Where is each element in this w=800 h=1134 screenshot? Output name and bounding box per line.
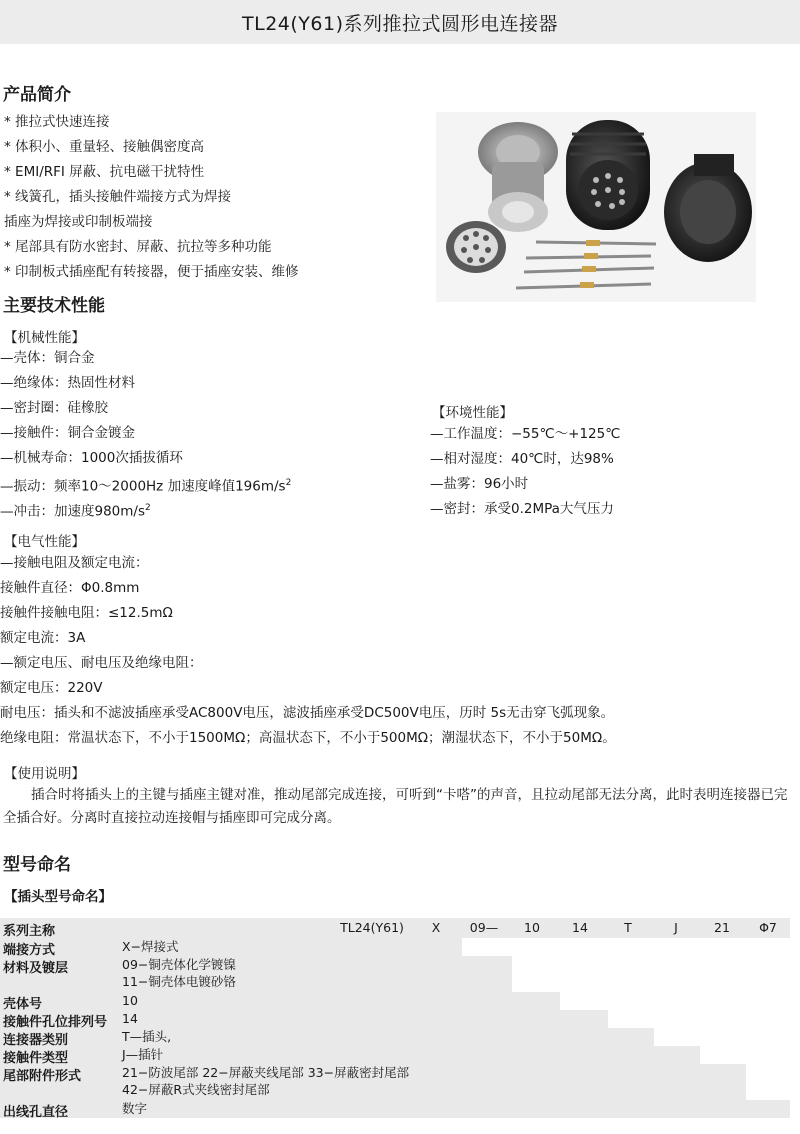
naming-row-label: 端接方式 [3, 943, 56, 958]
naming-bar-8 [0, 1100, 790, 1118]
electrical-item: 绝缘电阻：常温状态下，不小于1500MΩ；高温状态下，不小于500MΩ；潮湿状态下，不小于50MΩ。 [0, 730, 616, 746]
usage-text: 插合时将插头上的主键与插座主键对准，推动尾部完成连接，可听到“卡嗒”的声音，且拉动尾部无法分离，此时表明连接器已完全插合好。分离时直接拉动连接帽与插座即可完成分离。 [3, 787, 788, 826]
naming-row-value-2: 11−铜壳体电镀砂铬 [122, 974, 236, 989]
feature-item: * 线簧孔，插头接触件端接方式为焊接 [4, 189, 232, 205]
section-intro-heading: 产品简介 [3, 85, 71, 105]
naming-row-label: 接触件类型 [3, 1051, 69, 1066]
naming-row-value: J—插针 [122, 1047, 164, 1062]
mechanical-item: —密封圈：硅橡胶 [0, 400, 108, 416]
naming-row-label: 材料及镀层 [3, 961, 69, 976]
electrical-item: 额定电流：3A [0, 630, 86, 646]
naming-row-label: 接触件孔位排列号 [3, 1015, 108, 1030]
feature-item: * 尾部具有防水密封、屏蔽、抗拉等多种功能 [4, 239, 272, 255]
naming-bar-5 [0, 1028, 654, 1046]
mechanical-heading: 【机械性能】 [4, 330, 85, 346]
feature-item: * 印制板式插座配有转接器，便于插座安装、维修 [4, 264, 299, 280]
naming-bar-6 [0, 1046, 700, 1064]
environment-item: —工作温度：−55℃～+125℃ [430, 426, 621, 442]
mechanical-item-text: —振动：频率10～2000Hz 加速度峰值196m/s [0, 478, 286, 495]
mechanical-item: —接触件：铜合金镀金 [0, 425, 135, 441]
usage-heading: 【使用说明】 [4, 766, 85, 782]
mechanical-item: —机械寿命：1000次插拔循环 [0, 450, 183, 466]
naming-bar-3 [0, 992, 560, 1010]
naming-row-value: 数字 [122, 1101, 148, 1116]
naming-row-label: 尾部附件形式 [3, 1069, 82, 1084]
page-title-bar [0, 0, 800, 44]
naming-header-cell: Φ7 [759, 920, 777, 935]
connector-illustration [436, 112, 756, 302]
naming-row-value: 09−铜壳体化学镀镍 [122, 957, 236, 972]
superscript: 2 [285, 478, 292, 488]
electrical-item: 接触件直径：Φ0.8mm [0, 580, 140, 596]
page-title: TL24(Y61)系列推拉式圆形电连接器 [242, 12, 558, 35]
naming-header-cell: X [431, 920, 441, 935]
section-tech-heading: 主要技术性能 [3, 296, 105, 316]
electrical-heading: 【电气性能】 [4, 534, 85, 550]
section-model-heading: 型号命名 [3, 855, 71, 875]
naming-row-value: 21−防波尾部 22−屏蔽夹线尾部 33−屏蔽密封尾部 [122, 1065, 410, 1080]
naming-bar-2 [0, 956, 512, 992]
naming-row-label: 连接器类别 [3, 1033, 69, 1048]
naming-header-cell: T [624, 920, 632, 935]
naming-row-value: X−焊接式 [122, 939, 179, 954]
naming-header-cell: 21 [714, 920, 730, 935]
environment-item: —相对湿度：40℃时，达98% [430, 451, 614, 467]
electrical-item: —接触电阻及额定电流： [0, 555, 149, 571]
electrical-item: 额定电压：220V [0, 680, 103, 696]
naming-row-label: 壳体号 [3, 997, 43, 1012]
naming-header-cell: TL24(Y61) [340, 920, 404, 935]
plug-naming-heading: 【插头型号命名】 [4, 889, 112, 905]
product-photo [436, 112, 756, 302]
naming-row-value-2: 42−屏蔽R式夹线密封尾部 [122, 1082, 270, 1097]
mechanical-item: —绝缘体：热固性材料 [0, 375, 135, 391]
environment-heading: 【环境性能】 [432, 405, 513, 421]
naming-header-cell: 14 [572, 920, 588, 935]
mechanical-item [0, 473, 291, 497]
naming-header-cell: 10 [524, 920, 540, 935]
feature-item: * 体积小、重量轻、接触偶密度高 [4, 139, 205, 155]
naming-row-value: 14 [122, 1011, 138, 1026]
feature-item: * EMI/RFI 屏蔽、抗电磁干扰特性 [4, 164, 205, 180]
naming-bar-1 [0, 938, 462, 956]
environment-item: —盐雾：96小时 [430, 476, 529, 492]
naming-row-value: 10 [122, 993, 138, 1008]
electrical-item: —额定电压、耐电压及绝缘电阻： [0, 655, 203, 671]
naming-row-value: T—插头, [122, 1029, 172, 1044]
naming-header-cell: 09— [469, 920, 499, 935]
feature-item: 插座为焊接或印制板端接 [4, 214, 153, 230]
electrical-item: 耐电压：插头和不滤波插座承受AC800V电压，滤波插座承受DC500V电压，历时 5s无击穿飞弧现象。 [0, 705, 615, 721]
feature-item: * 推拉式快速连接 [4, 114, 110, 130]
naming-row-label: 出线孔直径 [3, 1105, 69, 1120]
superscript: 2 [145, 503, 151, 513]
mechanical-item [0, 498, 151, 522]
electrical-item: 接触件接触电阻：≤12.5mΩ [0, 605, 173, 621]
environment-item: —密封：承受0.2MPa大气压力 [430, 501, 614, 517]
naming-header-cell: J [674, 920, 678, 935]
naming-row-label: 系列主称 [3, 924, 56, 939]
mechanical-item: —壳体：铜合金 [0, 350, 95, 366]
mechanical-item-text: —冲击：加速度980m/s [0, 503, 145, 520]
